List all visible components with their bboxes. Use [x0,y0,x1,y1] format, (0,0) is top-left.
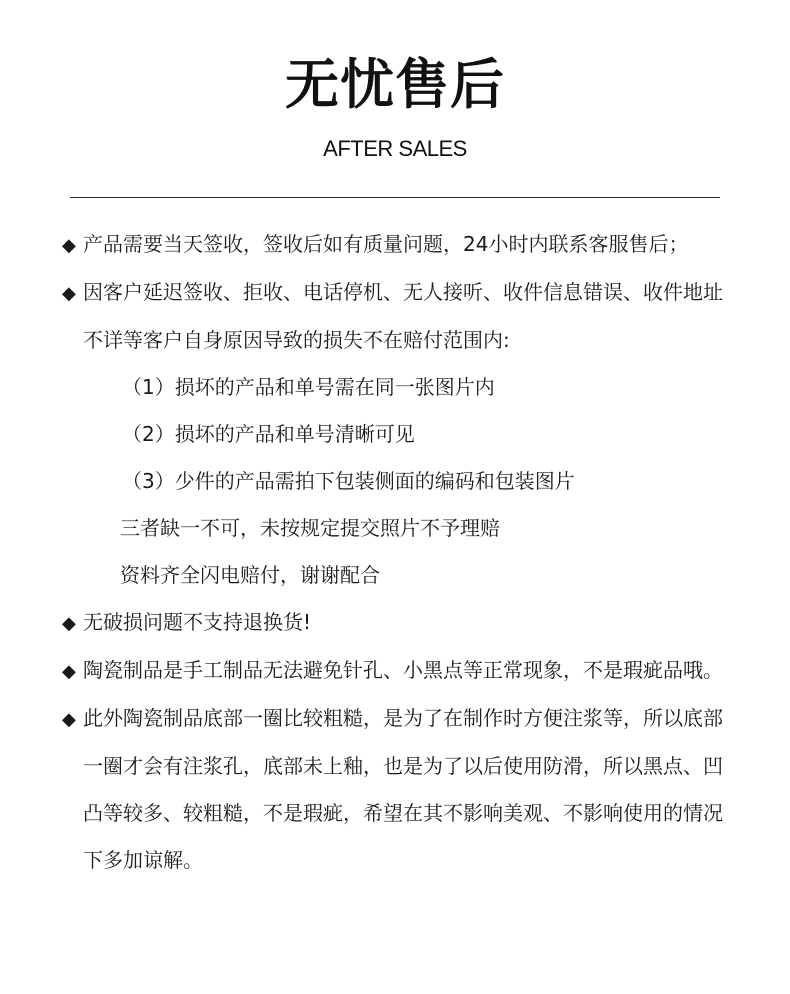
diamond-bullet-icon: ◆ [62,235,76,256]
policy-paragraph-bottom [62,695,742,884]
policy-paragraph-exclusions [62,269,742,364]
page-title: 无忧售后 [285,53,505,116]
policy-text: 陶瓷制品是手工制品无法避免针孔、小黑点等正常现象，不是瑕疵品哦。 [83,658,723,682]
policy-paragraph-no-return [62,599,742,647]
diamond-bullet-icon: ◆ [62,661,76,682]
photo-requirement-2: （2）损坏的产品和单号清晰可见 [122,422,415,446]
diamond-bullet-icon: ◆ [62,709,76,730]
diamond-bullet-icon: ◆ [62,283,76,304]
page-subtitle: AFTER SALES [323,136,467,161]
requirement-note-1: 三者缺一不可，未按规定提交照片不予理赔 [120,516,500,540]
diamond-bullet-icon: ◆ [62,613,76,634]
policy-paragraph-handmade [62,647,742,695]
photo-requirement-1: （1）损坏的产品和单号需在同一张图片内 [122,375,495,399]
photo-requirement-3: （3）少件的产品需拍下包装侧面的编码和包装图片 [122,469,575,493]
policy-text: 此外陶瓷制品底部一圈比较粗糙，是为了在制作时方便注浆等，所以底部一圈才会有注浆孔，底部未上釉，也是为了以后使用防滑，所以黑点、凹凸等较多、较粗糙，不是瑕疵，希望在其不影响美观、不影响使用的情况下多加谅解。 [83,706,723,872]
header-divider [70,197,720,198]
requirement-note-2: 资料齐全闪电赔付，谢谢配合 [120,563,380,587]
policy-paragraph-signing [62,221,742,269]
after-sales-policy [62,221,742,884]
policy-text: 因客户延迟签收、拒收、电话停机、无人接听、收件信息错误、收件地址不详等客户自身原因导致的损失不在赔付范围内: [83,280,723,352]
policy-text: 无破损问题不支持退换货! [83,610,312,634]
policy-text: 产品需要当天签收，签收后如有质量问题，24小时内联系客服售后； [83,232,689,256]
